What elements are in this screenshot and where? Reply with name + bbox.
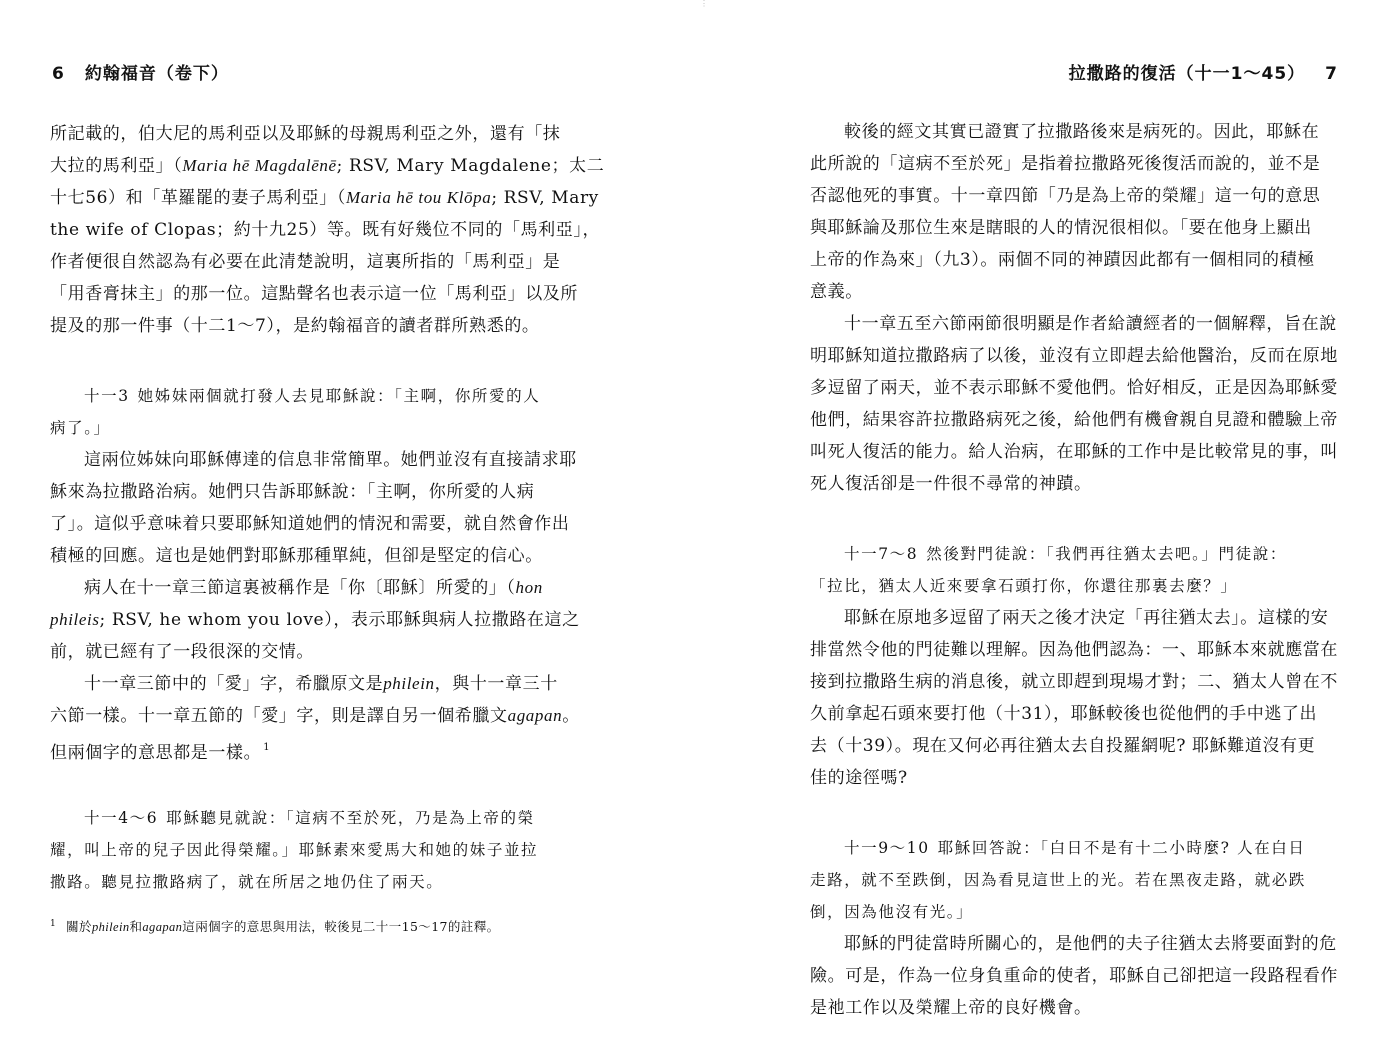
- text-line: 大拉的馬利亞」（Maria hē Magdalēnē; RSV, Mary Magdalene；太二: [50, 156, 605, 176]
- right-running-title: 拉撒路的復活（十一1～45）: [1068, 64, 1306, 84]
- greek-term: agapan: [507, 706, 563, 725]
- text-line: 作者便很自然認為有必要在此清楚說明，這裏所指的「馬利亞」是: [50, 252, 561, 272]
- right-running-head: [1069, 59, 1338, 84]
- text-line: 較後的經文其實已證實了拉撒路後來是病死的。因此，耶穌在: [844, 122, 1320, 142]
- text-line: 六節一樣。十一章五節的「愛」字，則是譯自另一個希臘文agapan。: [50, 706, 580, 726]
- text-line: 穌來為拉撒路治病。她們只告訴耶穌說：「主啊，你所愛的人病: [50, 482, 535, 502]
- text-line: 意義。: [810, 282, 863, 302]
- greek-term: Maria hē tou Klōpa: [345, 188, 492, 207]
- scripture-quote: 病了。」: [50, 419, 111, 437]
- text-line: 他們，結果容許拉撒路病死之後，給他們有機會親自見證和體驗上帝: [810, 410, 1338, 430]
- scripture-quote: 走路，就不至跌倒，因為看見這世上的光。若在黑夜走路，就必跌: [810, 871, 1306, 889]
- footnote-number: 1: [50, 919, 57, 929]
- right-body-text: [810, 116, 1340, 1024]
- greek-term: phileis: [50, 610, 100, 629]
- left-body-text: [50, 118, 605, 898]
- verse-reference: 十一3: [84, 387, 130, 405]
- verse-reference: 十一9～10: [844, 839, 930, 857]
- text-line: 這兩位姊妹向耶穌傳達的信息非常簡單。她們並沒有直接請求耶: [84, 450, 577, 470]
- text-line: 多逗留了兩天，並不表示耶穌不愛他們。恰好相反，正是因為耶穌愛: [810, 378, 1338, 398]
- text-line: 但兩個字的意思都是一樣。 $^1$: [50, 742, 271, 763]
- scripture-quote: 倒，因為他沒有光。」: [810, 903, 974, 921]
- text-line: 十一章三節中的「愛」字，希臘原文是philein，與十一章三十: [84, 674, 558, 694]
- text-line: 「用香膏抹主」的那一位。這點聲名也表示這一位「馬利亞」以及所: [50, 284, 578, 304]
- text-line: 積極的回應。這也是她們對耶穌那種單純，但卻是堅定的信心。: [50, 546, 543, 566]
- scripture-quote: 十一9～10 耶穌回答說：「白日不是有十二小時麼? 人在白日: [844, 839, 1306, 857]
- text-line: 上帝的作為來」（九3）。兩個不同的神蹟因此都有一個相同的積極: [810, 250, 1315, 270]
- text-line: 此所說的「這病不至於死」是指着拉撒路死後復活而說的，並不是: [810, 154, 1321, 174]
- text-line: 是祂工作以及榮耀上帝的良好機會。: [810, 998, 1092, 1018]
- text-line: 病人在十一章三節這裏被稱作是「你〔耶穌〕所愛的」（hon: [84, 578, 543, 598]
- text-line: 否認他死的事實。十一章四節「乃是為上帝的榮耀」這一句的意思: [810, 186, 1321, 206]
- right-page-number: 7: [1325, 64, 1338, 84]
- text-line: 了」。這似乎意味着只要耶穌知道她們的情況和需要，就自然會作出: [50, 514, 570, 534]
- right-page: [700, 0, 1400, 1040]
- scripture-quote: 耀，叫上帝的兒子因此得榮耀。」耶穌素來愛馬大和她的妹子並拉: [50, 841, 539, 859]
- scripture-quote: 撒路。聽見拉撒路病了，就在所居之地仍住了兩天。: [50, 873, 444, 891]
- footnote: $^1$ 關於philein和agapan這兩個字的意思與用法，較後見二十一15～17的註釋。: [50, 919, 500, 934]
- text-line: 所記載的，伯大尼的馬利亞以及耶穌的母親馬利亞之外，還有「抹: [50, 124, 561, 144]
- text-line: 前，就已經有了一段很深的交情。: [50, 642, 314, 662]
- text-line: 十一章五至六節兩節很明顯是作者給讀經者的一個解釋，旨在說: [844, 314, 1337, 334]
- text-line: 十七56）和「革羅罷的妻子馬利亞」（Maria hē tou Klōpa; RSV, Mary: [50, 188, 599, 208]
- text-line: 耶穌的門徒當時所關心的，是他們的夫子往猶太去將要面對的危: [844, 934, 1337, 954]
- text-line: 排當然令他的門徒難以理解。因為他們認為：一、耶穌本來就應當在: [810, 640, 1338, 660]
- verse-reference: 十一7～8: [844, 545, 919, 563]
- greek-term: Maria hē Magdalēnē: [182, 156, 337, 175]
- scripture-quote: 十一7～8 然後對門徒說：「我們再往猶太去吧。」門徒說：: [844, 545, 1287, 563]
- text-line: 久前拿起石頭來要打他（十31），耶穌較後也從他們的手中逃了出: [810, 704, 1318, 724]
- footnote-marker: 1: [263, 742, 271, 753]
- text-line: 明耶穌知道拉撒路病了以後，並沒有立即趕去給他醫治，反而在原地: [810, 346, 1338, 366]
- scripture-quote: 「拉比，猶太人近來要拿石頭打你，你還往那裏去麼？」: [810, 577, 1238, 595]
- text-line: 與耶穌論及那位生來是瞎眼的人的情況很相似。「要在他身上顯出: [810, 218, 1312, 238]
- scripture-quote: 十一4～6 耶穌聽見就說：「這病不至於死，乃是為上帝的榮: [84, 809, 535, 827]
- left-running-title: 約翰福音（卷下）: [84, 64, 229, 84]
- scripture-quote: 十一3 她姊妹兩個就打發人去見耶穌說：「主啊，你所愛的人: [84, 387, 541, 405]
- gutter-mark: ⋮: [700, 0, 708, 8]
- text-line: phileis; RSV, he whom you love），表示耶穌與病人拉撒路在這之: [50, 610, 580, 630]
- text-line: 去（十39）。現在又何必再往猶太去自投羅網呢? 耶穌難道沒有更: [810, 736, 1316, 756]
- text-line: 險。可是，作為一位身負重命的使者，耶穌自己卻把這一段路程看作: [810, 966, 1338, 986]
- verse-reference: 十一4～6: [84, 809, 159, 827]
- left-page-number: 6: [52, 64, 65, 84]
- text-line: 提及的那一件事（十二1～7），是約翰福音的讀者群所熟悉的。: [50, 316, 540, 336]
- text-line: 叫死人復活的能力。給人治病，在耶穌的工作中是比較常見的事，叫: [810, 442, 1338, 462]
- text-line: 佳的途徑嗎?: [810, 768, 908, 788]
- text-line: the wife of Clopas；約十九25）等。既有好幾位不同的「馬利亞」，: [50, 220, 601, 240]
- greek-term: hon: [515, 578, 543, 597]
- text-line: 接到拉撒路生病的消息後，就立即趕到現場才對；二、猶太人曾在不: [810, 672, 1338, 692]
- text-line: 耶穌在原地多逗留了兩天之後才決定「再往猶太去」。這樣的安: [844, 608, 1329, 628]
- left-running-head: [52, 59, 229, 84]
- greek-term: philein: [383, 674, 435, 693]
- text-line: 死人復活卻是一件很不尋常的神蹟。: [810, 474, 1092, 494]
